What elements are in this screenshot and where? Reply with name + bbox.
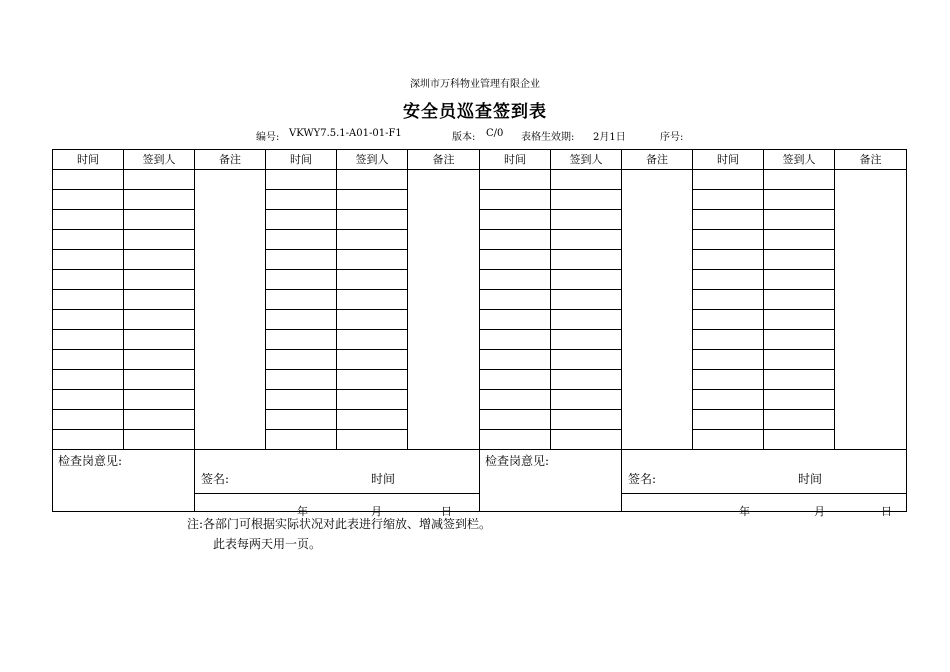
table-row [53,310,907,330]
signer-cell[interactable] [337,170,408,190]
table-row [53,210,907,230]
signer-cell[interactable] [764,290,835,310]
signer-cell[interactable] [764,210,835,230]
signer-cell[interactable] [551,270,622,290]
signer-cell[interactable] [764,190,835,210]
table-row [53,190,907,210]
time-cell[interactable] [53,330,124,350]
inspection-row [53,450,907,494]
remarks-cell[interactable] [195,170,266,450]
signer-cell[interactable] [551,370,622,390]
remarks-cell[interactable] [408,170,480,450]
day-label: 日 [881,504,892,518]
signer-cell[interactable] [337,310,408,330]
effective-date-label: 表格生效期: [521,132,575,143]
time-cell[interactable] [266,410,337,430]
signer-cell[interactable] [551,250,622,270]
col-header-time: 时间 [480,150,551,170]
time-cell[interactable] [53,250,124,270]
time-cell[interactable] [480,370,551,390]
signer-cell[interactable] [764,350,835,370]
signer-cell[interactable] [124,250,195,270]
serial-number-label: 序号: [660,132,684,143]
inspection-opinion-cell[interactable] [480,450,622,512]
col-header-time: 时间 [53,150,124,170]
time-cell[interactable] [266,330,337,350]
table-row [53,250,907,270]
time-cell[interactable] [693,370,764,390]
col-header-time: 时间 [693,150,764,170]
month-label: 月 [371,504,382,518]
table-row [53,370,907,390]
year-label: 年 [297,504,308,518]
time-cell[interactable] [480,170,551,190]
time-cell[interactable] [266,370,337,390]
time-cell[interactable] [480,290,551,310]
sign-in-table [52,149,907,518]
signer-cell[interactable] [764,310,835,330]
signature-label: 签名: [628,472,657,486]
date-cell[interactable] [622,494,907,518]
time-cell[interactable] [693,330,764,350]
signer-cell[interactable] [124,410,195,430]
effective-date-value: 2月1日 [593,132,626,143]
time-cell[interactable] [53,210,124,230]
note-line-1: 注:各部门可根据实际状况对此表进行缩放、增减签到栏。 [187,517,492,531]
time-cell[interactable] [266,390,337,410]
time-cell[interactable] [53,430,124,450]
signer-cell[interactable] [764,430,835,450]
time-cell[interactable] [53,170,124,190]
signer-cell[interactable] [124,230,195,250]
col-header-time: 时间 [266,150,337,170]
time-cell[interactable] [53,270,124,290]
signer-cell[interactable] [551,190,622,210]
signer-cell[interactable] [551,410,622,430]
signer-cell[interactable] [337,270,408,290]
time-cell[interactable] [53,370,124,390]
table-row [53,330,907,350]
signer-cell[interactable] [124,270,195,290]
time-cell[interactable] [693,350,764,370]
signer-cell[interactable] [764,410,835,430]
time-cell[interactable] [266,290,337,310]
time-label: 时间 [371,472,396,486]
signer-cell[interactable] [551,390,622,410]
company-name: 深圳市万科物业管理有限企业 [410,79,540,90]
signer-cell[interactable] [764,230,835,250]
time-cell[interactable] [693,430,764,450]
version-value: C/0 [486,128,504,139]
col-header-signer: 签到人 [764,150,835,170]
time-cell[interactable] [266,430,337,450]
time-cell[interactable] [53,290,124,310]
form-title: 安全员巡查签到表 [403,102,547,122]
signer-cell[interactable] [551,230,622,250]
col-header-remarks: 备注 [835,150,907,170]
time-cell[interactable] [480,250,551,270]
time-cell[interactable] [266,270,337,290]
signer-cell[interactable] [337,190,408,210]
signer-cell[interactable] [764,390,835,410]
signer-cell[interactable] [764,330,835,350]
signer-cell[interactable] [551,430,622,450]
col-header-signer: 签到人 [337,150,408,170]
signer-cell[interactable] [764,370,835,390]
time-cell[interactable] [480,410,551,430]
time-cell[interactable] [53,310,124,330]
inspection-opinion-cell[interactable] [53,450,195,512]
table-row [53,430,907,450]
time-cell[interactable] [480,430,551,450]
table-row [53,230,907,250]
time-cell[interactable] [693,190,764,210]
table-row [53,170,907,190]
time-cell[interactable] [480,390,551,410]
time-cell[interactable] [693,230,764,250]
code-value: VKWY7.5.1-A01-01-F1 [289,128,402,139]
day-label: 日 [441,504,452,518]
time-cell[interactable] [266,350,337,370]
time-cell[interactable] [480,270,551,290]
signature-cell[interactable] [195,450,480,494]
signer-cell[interactable] [551,290,622,310]
time-cell[interactable] [693,250,764,270]
signer-cell[interactable] [124,350,195,370]
time-cell[interactable] [693,290,764,310]
signer-cell[interactable] [551,210,622,230]
header-row [53,150,907,170]
remarks-cell[interactable] [622,170,693,450]
signer-cell[interactable] [337,430,408,450]
signer-cell[interactable] [337,410,408,430]
time-cell[interactable] [266,250,337,270]
signer-cell[interactable] [337,210,408,230]
month-label: 月 [814,504,825,518]
col-header-remarks: 备注 [408,150,480,170]
time-label: 时间 [798,472,823,486]
signer-cell[interactable] [337,230,408,250]
time-cell[interactable] [53,230,124,250]
col-header-signer: 签到人 [124,150,195,170]
signer-cell[interactable] [551,350,622,370]
signer-cell[interactable] [764,270,835,290]
signer-cell[interactable] [764,250,835,270]
time-cell[interactable] [693,210,764,230]
time-cell[interactable] [693,270,764,290]
signer-cell[interactable] [124,310,195,330]
time-cell[interactable] [480,190,551,210]
time-cell[interactable] [693,410,764,430]
signer-cell[interactable] [124,170,195,190]
signer-cell[interactable] [337,330,408,350]
time-cell[interactable] [266,230,337,250]
signer-cell[interactable] [551,330,622,350]
time-cell[interactable] [480,310,551,330]
notes [187,514,491,554]
table-row [53,290,907,310]
signer-cell[interactable] [337,350,408,370]
remarks-cell[interactable] [835,170,907,450]
table-row [53,410,907,430]
time-cell[interactable] [266,190,337,210]
time-cell[interactable] [693,170,764,190]
signer-cell[interactable] [124,330,195,350]
table-row [53,390,907,410]
signer-cell[interactable] [337,290,408,310]
time-cell[interactable] [266,310,337,330]
time-cell[interactable] [266,210,337,230]
signature-cell[interactable] [622,450,907,494]
version-label: 版本: [452,132,476,143]
time-cell[interactable] [266,170,337,190]
year-label: 年 [739,504,750,518]
time-cell[interactable] [480,330,551,350]
signer-cell[interactable] [337,250,408,270]
signer-cell[interactable] [124,430,195,450]
signer-cell[interactable] [124,210,195,230]
time-cell[interactable] [693,390,764,410]
col-header-remarks: 备注 [622,150,693,170]
time-cell[interactable] [480,230,551,250]
signer-cell[interactable] [551,170,622,190]
time-cell[interactable] [480,210,551,230]
time-cell[interactable] [693,310,764,330]
signer-cell[interactable] [551,310,622,330]
signer-cell[interactable] [124,190,195,210]
time-cell[interactable] [53,350,124,370]
inspection-opinion-label: 检查岗意见: [485,454,550,468]
col-header-remarks: 备注 [195,150,266,170]
date-cell[interactable] [195,494,480,518]
inspection-opinion-label: 检查岗意见: [58,454,123,468]
signer-cell[interactable] [124,370,195,390]
col-header-signer: 签到人 [551,150,622,170]
signer-cell[interactable] [337,390,408,410]
signer-cell[interactable] [337,370,408,390]
time-cell[interactable] [53,390,124,410]
time-cell[interactable] [480,350,551,370]
signer-cell[interactable] [764,170,835,190]
code-label: 编号: [256,132,280,143]
signer-cell[interactable] [124,390,195,410]
note-line-2: 此表每两天用一页。 [213,537,322,551]
signer-cell[interactable] [124,290,195,310]
table-row [53,350,907,370]
time-cell[interactable] [53,190,124,210]
time-cell[interactable] [53,410,124,430]
table-row [53,270,907,290]
signature-label: 签名: [201,472,230,486]
